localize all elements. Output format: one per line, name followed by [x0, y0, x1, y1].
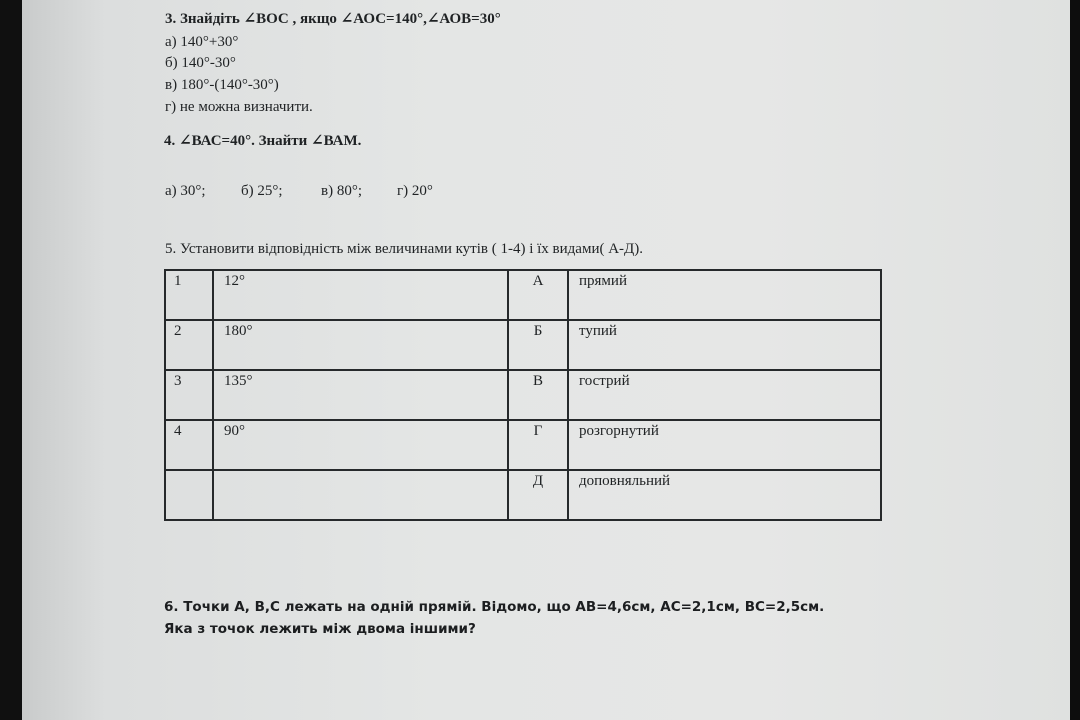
table-row: [165, 270, 881, 320]
q3-option-b: б) 140°-30°: [165, 55, 236, 71]
type-letter: В: [508, 370, 568, 420]
q3-title: 3. Знайдіть ∠ВОС , якщо ∠АОС=140°,∠АОВ=30°: [165, 11, 501, 27]
type-letter: Б: [508, 320, 568, 370]
angle-value: 90°: [213, 420, 508, 470]
table-row: [165, 470, 881, 520]
q3-option-d: г) не можна визначити.: [165, 99, 313, 115]
type-letter: Д: [508, 470, 568, 520]
angle-value: 180°: [213, 320, 508, 370]
row-number: 3: [165, 370, 213, 420]
row-number: 2: [165, 320, 213, 370]
table-row: [165, 370, 881, 420]
q4-option-d: г) 20°: [397, 183, 433, 199]
q4-title: 4. ∠ВАС=40°. Знайти ∠ВАМ.: [164, 133, 362, 149]
q6-line-1: 6. Точки А, В,С лежать на одній прямій. Відомо, що АВ=4,6см, АС=2,1см, ВС=2,5см.: [164, 599, 825, 615]
angle-value: 135°: [213, 370, 508, 420]
dark-right-edge: [1070, 0, 1080, 720]
angle-value: 12°: [213, 270, 508, 320]
row-number: 4: [165, 420, 213, 470]
type-letter: Г: [508, 420, 568, 470]
angle-type: доповняльний: [568, 470, 881, 520]
matching-table: [164, 269, 882, 521]
q3-option-c: в) 180°-(140°-30°): [165, 77, 279, 93]
q4-options: [165, 182, 433, 200]
type-letter: А: [508, 270, 568, 320]
angle-type: гострий: [568, 370, 881, 420]
q5-title: 5. Установити відповідність між величинами кутів ( 1-4) і їх видами( А-Д).: [165, 241, 644, 257]
angle-type: розгорнутий: [568, 420, 881, 470]
angle-type: прямий: [568, 270, 881, 320]
q4-option-c: в) 80°;: [321, 183, 362, 199]
angle-value: [213, 470, 508, 520]
table-row: [165, 320, 881, 370]
q3-option-a: а) 140°+30°: [165, 34, 239, 50]
row-number: 1: [165, 270, 213, 320]
q4-option-a: а) 30°;: [165, 183, 206, 199]
table-row: [165, 420, 881, 470]
q4-option-b: б) 25°;: [241, 183, 283, 199]
dark-left-edge: [0, 0, 22, 720]
q6-line-2: Яка з точок лежить між двома іншими?: [164, 621, 476, 637]
angle-type: тупий: [568, 320, 881, 370]
row-number: [165, 470, 213, 520]
